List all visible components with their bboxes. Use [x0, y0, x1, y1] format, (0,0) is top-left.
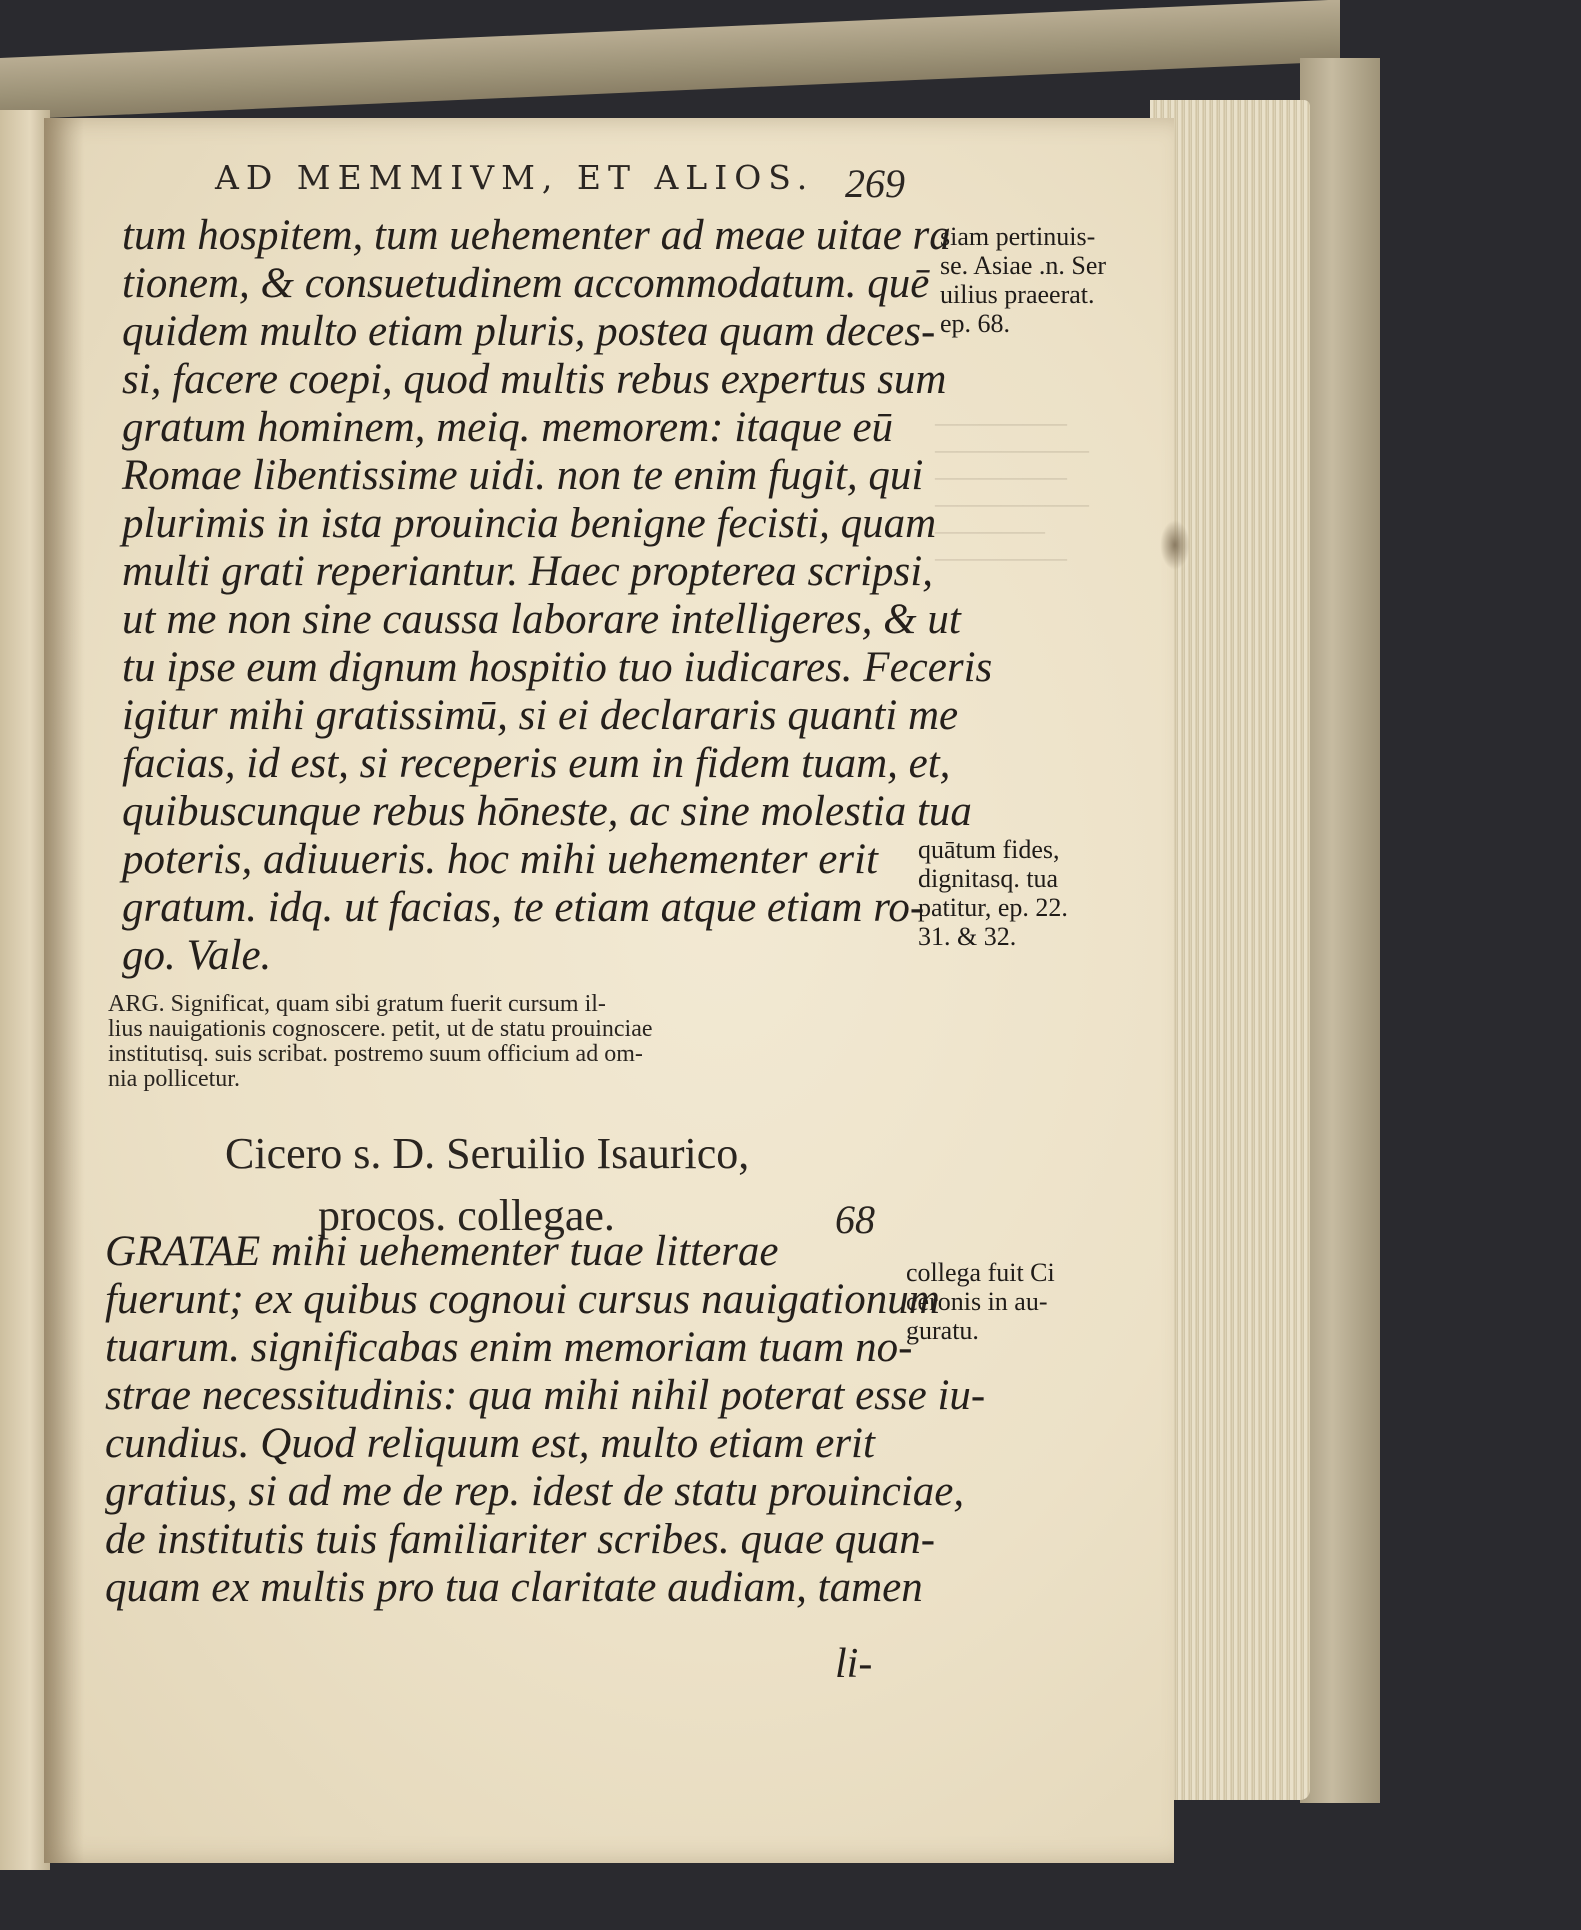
- margin-line: dignitasq. tua: [918, 864, 1059, 893]
- text-line: quam ex multis pro tua claritate audiam, tamen: [105, 1564, 923, 1611]
- margin-note-1: [940, 222, 1106, 338]
- margin-line: patitur, ep. 22.: [918, 893, 1068, 922]
- text-line: poteris, adiuueris. hoc mihi uehementer erit: [122, 836, 878, 883]
- text-line: gratum hominem, meiq. memorem: itaque eū: [122, 404, 894, 451]
- catchword: li-: [835, 1641, 873, 1687]
- margin-line: quātum fides,: [918, 835, 1060, 864]
- book-cover-left: [0, 110, 50, 1870]
- gutter-shadow: [44, 118, 84, 1863]
- text-line: tionem, & consuetudinem accommodatum. quē: [122, 260, 930, 307]
- text-line: igitur mihi gratissimū, si ei declararis quanti me: [122, 692, 959, 739]
- margin-line: se. Asiae .n. Ser: [940, 251, 1107, 280]
- text-line: GRATAE mihi uehementer tuae litterae: [105, 1228, 779, 1275]
- book-cover-right: [1300, 58, 1380, 1803]
- text-line: facias, id est, si receperis eum in fidem tuam, et,: [122, 740, 951, 787]
- margin-line: siam pertinuis-: [940, 222, 1096, 251]
- epistle-number: 68: [835, 1197, 875, 1242]
- page-number: 269: [845, 161, 905, 206]
- text-line: si, facere coepi, quod multis rebus expertus sum: [122, 356, 947, 403]
- text-line: strae necessitudinis: qua mihi nihil poterat esse iu-: [105, 1372, 986, 1419]
- text-line: gratum. idq. ut facias, te etiam atque etiam ro-: [122, 884, 925, 931]
- margin-line: guratu.: [906, 1316, 979, 1345]
- margin-note-3: [906, 1258, 1055, 1345]
- argument-line: ARG. Significat, quam sibi gratum fuerit cursum il-: [108, 991, 606, 1017]
- argument-paragraph: [108, 992, 908, 1092]
- text-line: go. Vale.: [122, 932, 272, 979]
- margin-note-2: [918, 835, 1068, 951]
- text-line: ut me non sine caussa laborare intelligeres, & ut: [122, 596, 961, 643]
- text-line: tuarum. significabas enim memoriam tuam no-: [105, 1324, 913, 1371]
- margin-line: ceronis in au-: [906, 1287, 1048, 1316]
- text-line: plurimis in ista prouincia benigne fecisti, quam: [122, 500, 937, 547]
- argument-line: institutisq. suis scribat. postremo suum officium ad om-: [108, 1041, 643, 1067]
- margin-line: 31. & 32.: [918, 922, 1017, 951]
- text-line: fuerunt; ex quibus cognoui cursus nauigationum: [105, 1276, 940, 1323]
- text-line: gratius, si ad me de rep. idest de statu prouinciae,: [105, 1468, 965, 1515]
- show-through-text: —————— ——————— —————— ——————— ————— ——————: [935, 410, 1089, 570]
- letter-title: Cicero s. D. Seruilio Isaurico,: [225, 1129, 750, 1178]
- text-line: cundius. Quod reliquum est, multo etiam erit: [105, 1420, 875, 1467]
- text-line: quidem multo etiam pluris, postea quam deces-: [122, 308, 936, 355]
- paper-stain: [1160, 520, 1190, 570]
- text-line: tu ipse eum dignum hospitio tuo iudicares. Feceris: [122, 644, 993, 691]
- letter-subtitle: procos. collegae.: [318, 1191, 615, 1240]
- text-line: tum hospitem, tum uehementer ad meae uitae ra: [122, 212, 951, 259]
- running-head: AD MEMMIVM, ET ALIOS.: [215, 158, 815, 197]
- page-edges: [1150, 100, 1310, 1800]
- text-line: multi grati reperiantur. Haec propterea scripsi,: [122, 548, 933, 595]
- margin-line: uilius praeerat.: [940, 280, 1095, 309]
- text-line: Romae libentissime uidi. non te enim fugit, qui: [122, 452, 924, 499]
- text-line: quibuscunque rebus hōneste, ac sine molestia tua: [122, 788, 972, 835]
- book-cover-top: [0, 0, 1340, 120]
- text-line: de institutis tuis familiariter scribes. quae quan-: [105, 1516, 936, 1563]
- margin-line: ep. 68.: [940, 309, 1011, 338]
- argument-line: lius nauigationis cognoscere. petit, ut de statu prouinciae: [108, 1016, 653, 1042]
- argument-line: nia pollicetur.: [108, 1066, 240, 1092]
- margin-line: collega fuit Ci: [906, 1258, 1055, 1287]
